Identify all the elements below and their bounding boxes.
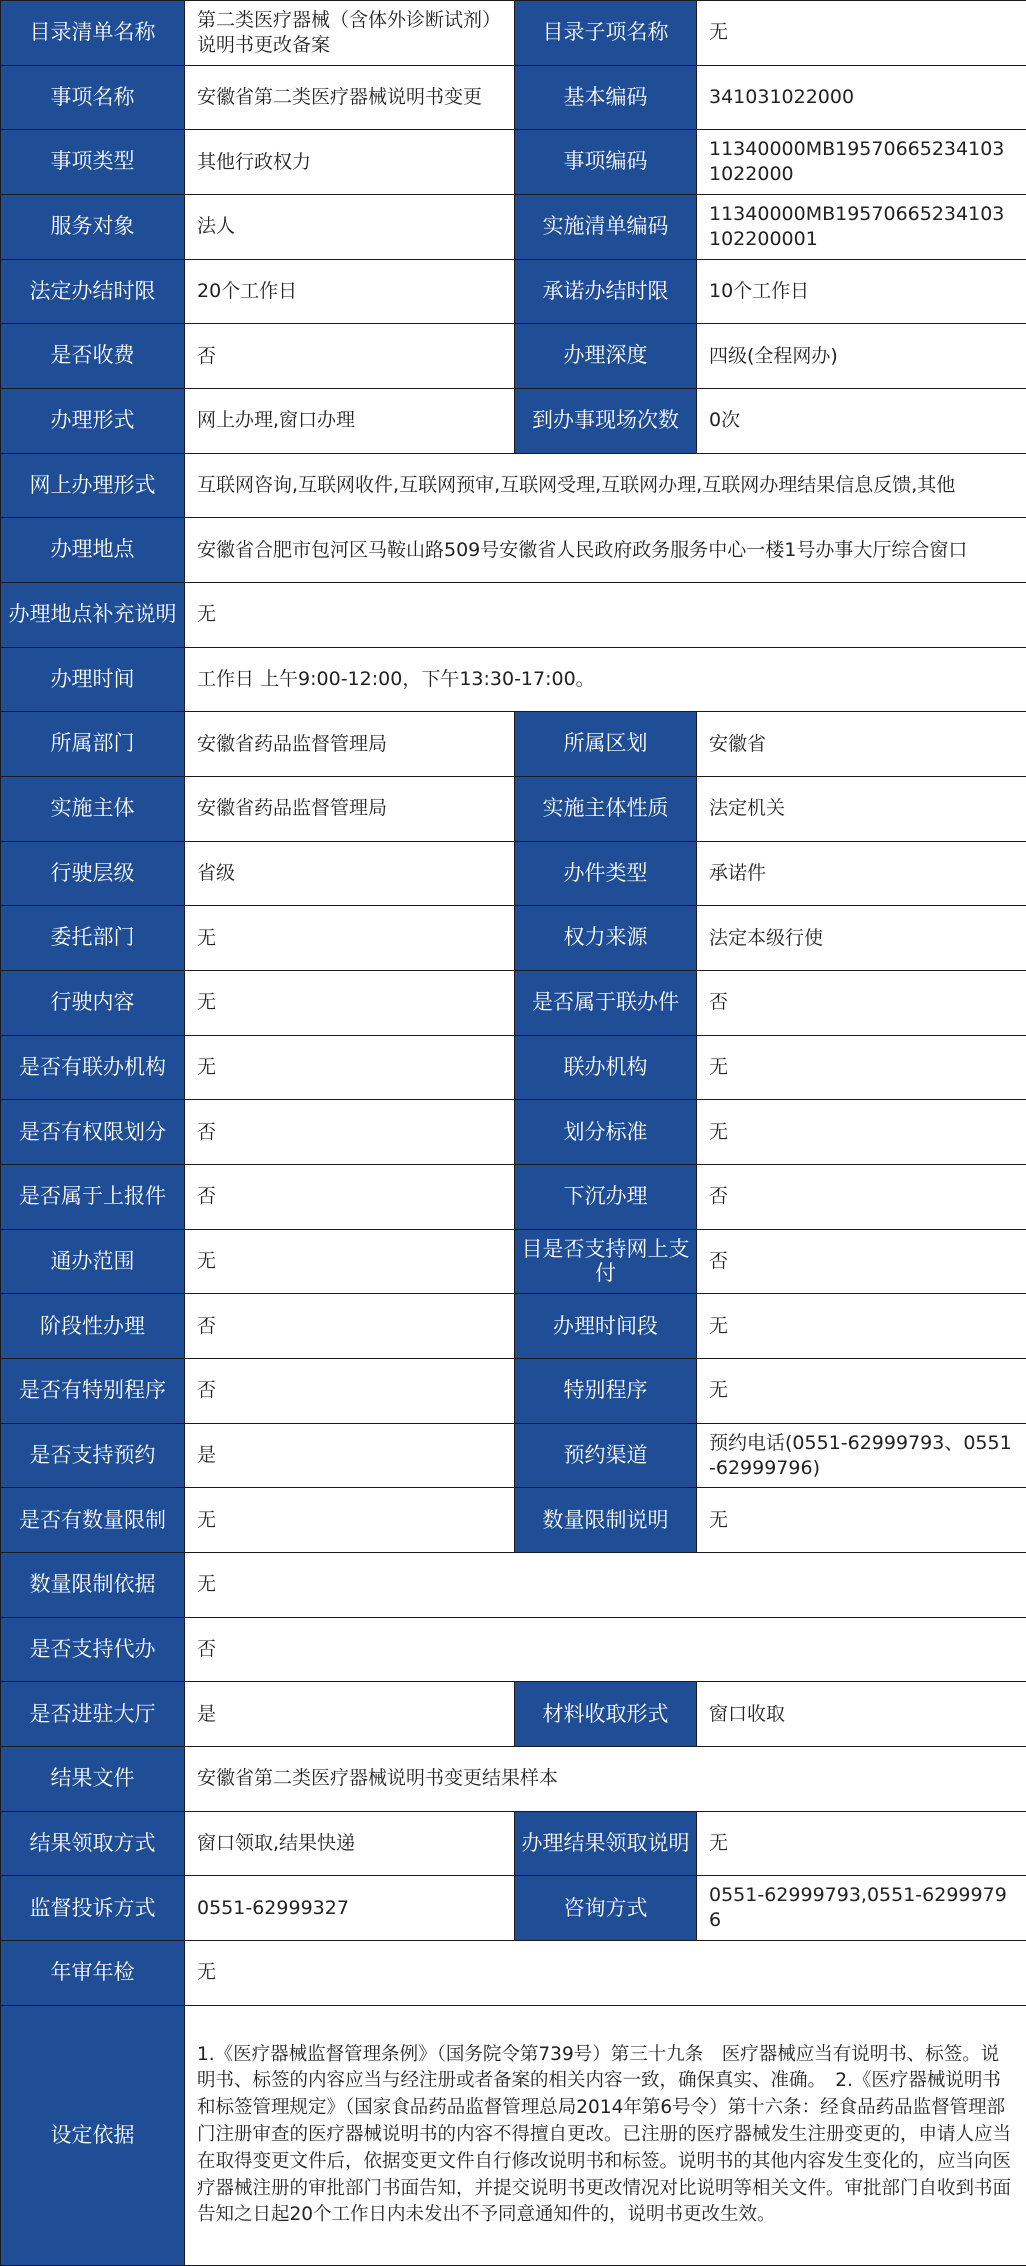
field-value: 无 [185, 906, 515, 971]
table-row [1, 1294, 1026, 1359]
field-label: 权力来源 [515, 906, 697, 971]
field-label: 是否有数量限制 [1, 1488, 185, 1553]
field-value: 网上办理,窗口办理 [185, 389, 515, 454]
table-row [1, 583, 1026, 648]
field-label: 预约渠道 [515, 1423, 697, 1488]
table-row [1, 841, 1026, 906]
field-label: 网上办理形式 [1, 453, 185, 518]
field-label: 事项名称 [1, 65, 185, 130]
field-value: 是 [185, 1423, 515, 1488]
field-value: 工作日 上午9:00-12:00，下午13:30-17:00。 [185, 647, 1026, 712]
field-value: 是 [185, 1682, 515, 1747]
field-label: 服务对象 [1, 195, 185, 260]
field-value: 1.《医疗器械监督管理条例》（国务院令第739号）第三十九条 医疗器械应当有说明书、标签。说明书、标签的内容应当与经注册或者备案的相关内容一致，确保真实、准确。 2.《医疗器械说明书和标签管理规定》（国家食品药品监督管理总局2014年第6号令）第十六条：经食品药品监督管理部门注册审查的医疗器械说明书的内容不得擅自更改。已注册的医疗器械发生注册变更的，申请人应当在取得变更文件后，依据变更文件自行修改说明书和标签。说明书的其他内容发生变化的，应当向医疗器械注册的审批部门书面告知，并提交说明书更改情况对比说明等相关文件。审批部门自收到书面告知之日起20个工作日内未发出不予同意通知件的，说明书更改生效。 [185, 2005, 1026, 2265]
field-label: 下沉办理 [515, 1165, 697, 1230]
field-value: 第二类医疗器械（含体外诊断试剂）说明书更改备案 [185, 1, 515, 66]
field-label: 事项编码 [515, 130, 697, 195]
field-label: 目录子项名称 [515, 1, 697, 66]
field-value: 否 [185, 1100, 515, 1165]
table-body [1, 1, 1026, 2266]
field-value: 无 [697, 1, 1026, 66]
table-row [1, 647, 1026, 712]
field-label: 行驶层级 [1, 841, 185, 906]
field-value: 11340000MB195706652341031022000 [697, 130, 1026, 195]
table-row [1, 1229, 1026, 1294]
field-label: 行驶内容 [1, 971, 185, 1036]
table-row [1, 130, 1026, 195]
table-row [1, 324, 1026, 389]
field-label: 数量限制依据 [1, 1553, 185, 1618]
field-label: 是否支持代办 [1, 1617, 185, 1682]
field-value: 法人 [185, 195, 515, 260]
field-value: 窗口收取 [697, 1682, 1026, 1747]
table-row [1, 1488, 1026, 1553]
table-row [1, 195, 1026, 260]
field-value: 窗口领取,结果快递 [185, 1811, 515, 1876]
table-row [1, 65, 1026, 130]
field-value: 无 [697, 1294, 1026, 1359]
field-label: 基本编码 [515, 65, 697, 130]
field-value: 否 [185, 1359, 515, 1424]
field-label: 实施清单编码 [515, 195, 697, 260]
field-label: 办理时间段 [515, 1294, 697, 1359]
field-label: 办理深度 [515, 324, 697, 389]
table-row [1, 389, 1026, 454]
field-value: 安徽省 [697, 712, 1026, 777]
field-label: 结果文件 [1, 1747, 185, 1812]
field-value: 法定机关 [697, 777, 1026, 842]
field-value: 无 [185, 583, 1026, 648]
field-label: 目是否支持网上支付 [515, 1229, 697, 1294]
field-label: 是否属于上报件 [1, 1165, 185, 1230]
table-row [1, 712, 1026, 777]
field-label: 所属部门 [1, 712, 185, 777]
field-label: 划分标准 [515, 1100, 697, 1165]
field-value: 0551-62999327 [185, 1876, 515, 1941]
field-value: 10个工作日 [697, 259, 1026, 324]
field-label: 实施主体性质 [515, 777, 697, 842]
field-value: 其他行政权力 [185, 130, 515, 195]
field-label: 是否有联办机构 [1, 1035, 185, 1100]
field-label: 是否收费 [1, 324, 185, 389]
field-value: 安徽省药品监督管理局 [185, 712, 515, 777]
field-label: 监督投诉方式 [1, 1876, 185, 1941]
field-value: 无 [697, 1100, 1026, 1165]
field-value: 无 [185, 1035, 515, 1100]
field-value: 无 [697, 1811, 1026, 1876]
table-row [1, 453, 1026, 518]
field-label: 事项类型 [1, 130, 185, 195]
field-label: 到办事现场次数 [515, 389, 697, 454]
field-value: 四级(全程网办) [697, 324, 1026, 389]
table-row [1, 1941, 1026, 2006]
table-row [1, 1617, 1026, 1682]
field-label: 所属区划 [515, 712, 697, 777]
field-value: 安徽省药品监督管理局 [185, 777, 515, 842]
field-label: 办理形式 [1, 389, 185, 454]
field-value: 11340000MB19570665234103102200001 [697, 195, 1026, 260]
field-value: 341031022000 [697, 65, 1026, 130]
field-value: 省级 [185, 841, 515, 906]
field-label: 数量限制说明 [515, 1488, 697, 1553]
table-row [1, 1553, 1026, 1618]
field-label: 通办范围 [1, 1229, 185, 1294]
field-label: 联办机构 [515, 1035, 697, 1100]
field-value: 法定本级行使 [697, 906, 1026, 971]
table-row [1, 2005, 1026, 2265]
field-value: 否 [185, 1294, 515, 1359]
table-row [1, 1811, 1026, 1876]
field-label: 年审年检 [1, 1941, 185, 2006]
field-label: 承诺办结时限 [515, 259, 697, 324]
field-value: 安徽省合肥市包河区马鞍山路509号安徽省人民政府政务服务中心一楼1号办事大厅综合窗口 [185, 518, 1026, 583]
field-label: 办理地点补充说明 [1, 583, 185, 648]
table-row [1, 1682, 1026, 1747]
table-row [1, 1100, 1026, 1165]
field-value: 无 [697, 1488, 1026, 1553]
field-label: 委托部门 [1, 906, 185, 971]
field-value: 否 [697, 1165, 1026, 1230]
field-label: 是否有权限划分 [1, 1100, 185, 1165]
table-row [1, 971, 1026, 1036]
field-value: 互联网咨询,互联网收件,互联网预审,互联网受理,互联网办理,互联网办理结果信息反馈,其他 [185, 453, 1026, 518]
table-row [1, 906, 1026, 971]
table-row [1, 1423, 1026, 1488]
field-label: 结果领取方式 [1, 1811, 185, 1876]
field-value: 无 [185, 1553, 1026, 1618]
table-row [1, 777, 1026, 842]
table-row [1, 518, 1026, 583]
field-label: 特别程序 [515, 1359, 697, 1424]
field-value: 承诺件 [697, 841, 1026, 906]
field-label: 办件类型 [515, 841, 697, 906]
field-value: 无 [185, 1229, 515, 1294]
field-value: 否 [185, 1617, 1026, 1682]
field-value: 0551-62999793,0551-62999796 [697, 1876, 1026, 1941]
field-label: 办理结果领取说明 [515, 1811, 697, 1876]
field-label: 材料收取形式 [515, 1682, 697, 1747]
field-value: 无 [185, 971, 515, 1036]
field-label: 是否支持预约 [1, 1423, 185, 1488]
field-label: 阶段性办理 [1, 1294, 185, 1359]
table-row [1, 1876, 1026, 1941]
field-value: 20个工作日 [185, 259, 515, 324]
field-value: 无 [185, 1488, 515, 1553]
field-label: 是否有特别程序 [1, 1359, 185, 1424]
table-row [1, 1359, 1026, 1424]
table-row [1, 1, 1026, 66]
field-value: 无 [185, 1941, 1026, 2006]
field-label: 办理地点 [1, 518, 185, 583]
table-row [1, 259, 1026, 324]
field-label: 咨询方式 [515, 1876, 697, 1941]
field-label: 是否属于联办件 [515, 971, 697, 1036]
field-label: 实施主体 [1, 777, 185, 842]
field-label: 法定办结时限 [1, 259, 185, 324]
field-label: 是否进驻大厅 [1, 1682, 185, 1747]
field-value: 预约电话(0551-62999793、0551-62999796) [697, 1423, 1026, 1488]
table-row [1, 1747, 1026, 1812]
field-value: 无 [697, 1359, 1026, 1424]
field-value: 否 [185, 324, 515, 389]
field-value: 否 [185, 1165, 515, 1230]
field-label: 设定依据 [1, 2005, 185, 2265]
field-value: 0次 [697, 389, 1026, 454]
field-value: 无 [697, 1035, 1026, 1100]
field-value: 否 [697, 971, 1026, 1036]
field-label: 目录清单名称 [1, 1, 185, 66]
field-value: 安徽省第二类医疗器械说明书变更 [185, 65, 515, 130]
field-value: 否 [697, 1229, 1026, 1294]
table-row [1, 1035, 1026, 1100]
field-label: 办理时间 [1, 647, 185, 712]
field-value: 安徽省第二类医疗器械说明书变更结果样本 [185, 1747, 1026, 1812]
table-row [1, 1165, 1026, 1230]
